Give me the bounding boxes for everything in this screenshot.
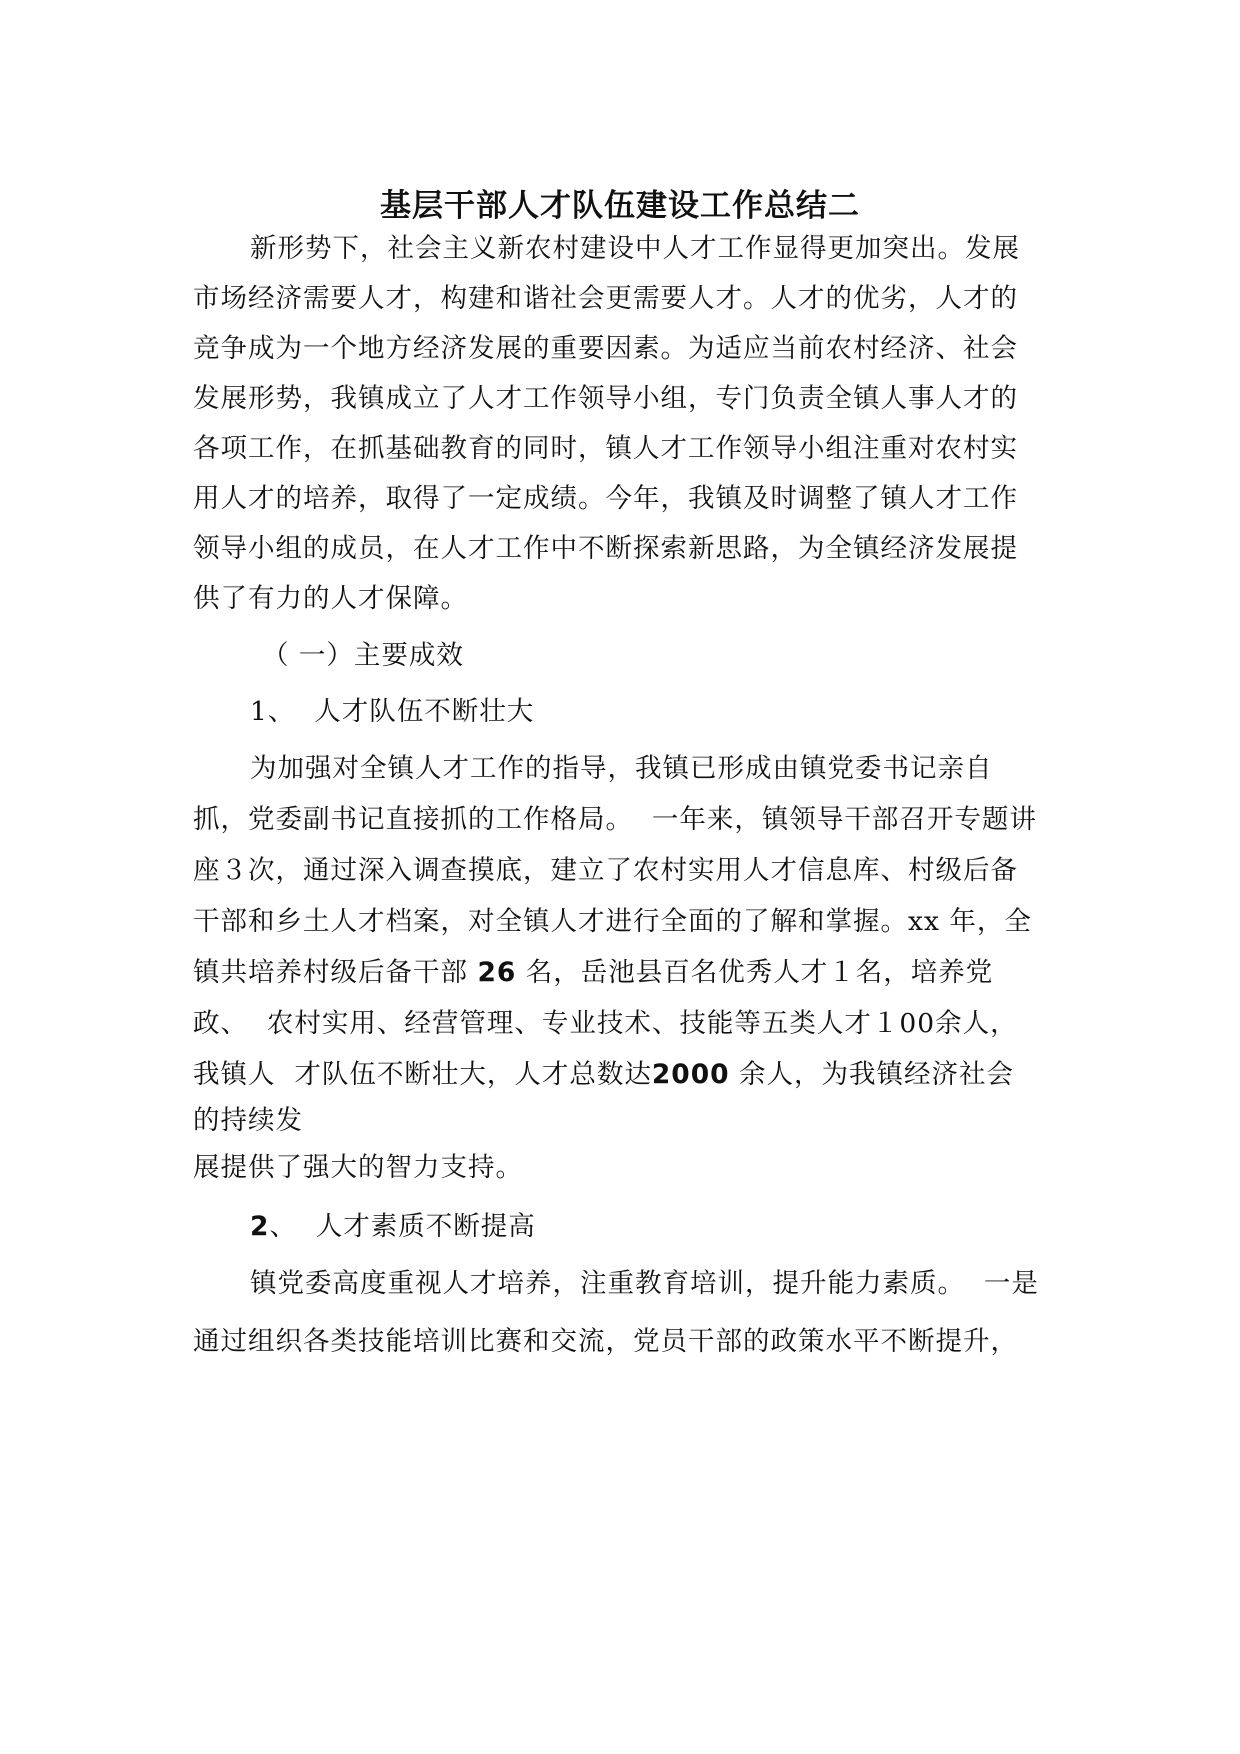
item-heading: 1、 人才队伍不断壮大 (250, 696, 535, 727)
paragraph-line: 新形势下，社会主义新农村建设中人才工作显得更加突出。发展 (250, 233, 1020, 264)
item-number: 2 (250, 1211, 270, 1242)
text-run: 我镇人 才队伍不断壮大，人才总数达 (193, 1059, 652, 1090)
number-26: 26 (477, 957, 517, 988)
section-heading: （ 一）主要成效 (262, 640, 464, 671)
paragraph-line: 市场经济需要人才，构建和谐社会更需要人才。人才的优劣，人才的 (193, 283, 1018, 314)
item-text: 、 人才素质不断提高 (269, 1211, 536, 1242)
text-run: 镇共培养村级后备干部 (193, 957, 478, 988)
paragraph-line: 领导小组的成员，在人才工作中不断探索新思路，为全镇经济发展提 (193, 533, 1018, 564)
paragraph-line: 供了有力的人才保障。 (193, 583, 468, 614)
paragraph-line: 竞争成为一个地方经济发展的重要因素。为适应当前农村经济、社会 (193, 333, 1018, 364)
paragraph-line: 为加强对全镇人才工作的指导，我镇已形成由镇党委书记亲自 (250, 753, 993, 784)
text-run: 余人，为我镇经济社会 (729, 1059, 1015, 1090)
paragraph-line: 发展形势，我镇成立了人才工作领导小组，专门负责全镇人事人才的 (193, 383, 1018, 414)
paragraph-line: 用人才的培养，取得了一定成绩。今年，我镇及时调整了镇人才工作 (193, 483, 1018, 514)
paragraph-line: 各项工作，在抓基础教育的同时，镇人才工作领导小组注重对农村实 (193, 433, 1018, 464)
paragraph-line: 通过组织各类技能培训比赛和交流，党员干部的政策水平不断提升， (193, 1326, 1018, 1357)
document-title: 基层干部人才队伍建设工作总结二 (380, 188, 860, 224)
number-2000: 2000 (651, 1059, 730, 1090)
paragraph-line: 镇党委高度重视人才培养，注重教育培训，提升能力素质。 一是 (250, 1268, 1039, 1299)
paragraph-line: 展提供了强大的智力支持。 (193, 1152, 523, 1183)
paragraph-line: 抓，党委副书记直接抓的工作格局。 一年来，镇领导干部召开专题讲 (193, 804, 1037, 835)
paragraph-line: 座３次，通过深入调查摸底，建立了农村实用人才信息库、村级后备 (193, 855, 1018, 886)
text-run: 名，岳池县百名优秀人才１名，培养党 (516, 957, 994, 988)
paragraph-line (193, 1057, 1014, 1093)
paragraph-line (193, 955, 993, 991)
paragraph-line: 干部和乡土人才档案，对全镇人才进行全面的了解和掌握。xx 年，全 (193, 906, 1032, 937)
paragraph-line: 的持续发 (193, 1105, 303, 1136)
paragraph-line: 政、 农村实用、经营管理、专业技术、技能等五类人才１00余人， (193, 1008, 1018, 1039)
item-heading (250, 1209, 536, 1245)
